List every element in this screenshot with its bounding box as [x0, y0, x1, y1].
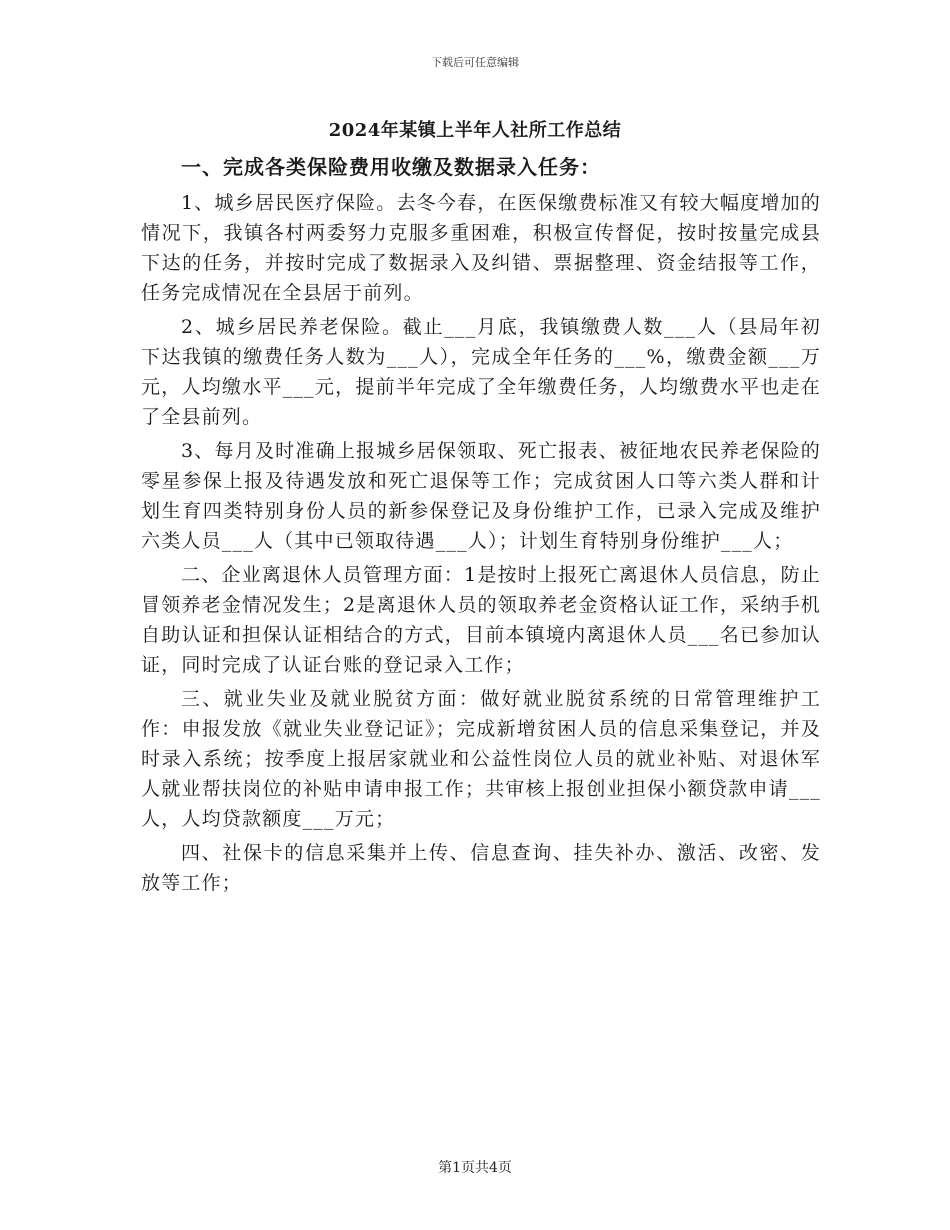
paragraph-pension-insurance: 2、城乡居民养老保险。截止___月底，我镇缴费人数___人（县局年初下达我镇的缴费任务人数为___人），完成全年任务的___%，缴费金额___万元，人均缴水平___元，提前半年完成了全年缴费任务，人均缴费水平也走在了全县前列。 [141, 316, 821, 428]
paragraph-medical-insurance: 1、城乡居民医疗保险。去冬今春，在医保缴费标准又有较大幅度增加的情况下，我镇各村两委努力克服多重困难，积极宣传督促，按时按量完成县下达的任务，并按时完成了数据录入及纠错、票据整理、资金结报等工作，任务完成情况在全县居于前列。 [141, 192, 821, 304]
document-title: 2024年某镇上半年人社所工作总结 [328, 120, 622, 141]
paragraph-retiree-management: 二、企业离退休人员管理方面：1是按时上报死亡离退休人员信息，防止冒领养老金情况发生；2是离退休人员的领取养老金资格认证工作，采纳手机自助认证和担保认证相结合的方式，目前本镇境内离退休人员___名已参加认证，同时完成了认证台账的登记录入工作； [141, 564, 821, 676]
page-indicator: 第1页共4页 [438, 1160, 512, 1176]
section-heading: 一、完成各类保险费用收缴及数据录入任务： [181, 155, 601, 179]
header-note: 下载后可任意编辑 [431, 56, 519, 69]
paragraph-social-security-card: 四、社保卡的信息采集并上传、信息查询、挂失补办、激活、改密、发放等工作； [141, 842, 821, 894]
document-body [141, 150, 821, 898]
paragraph-monthly-reports: 3、每月及时准确上报城乡居保领取、死亡报表、被征地农民养老保险的零星参保上报及待遇发放和死亡退保等工作；完成贫困人口等六类人群和计划生育四类特别身份人员的新参保登记及身份维护工作，已录入完成及维护六类人员___人（其中已领取待遇___人）；计划生育特别身份维护___人； [141, 440, 821, 552]
paragraph-employment: 三、就业失业及就业脱贫方面：做好就业脱贫系统的日常管理维护工作：申报发放《就业失业登记证》；完成新增贫困人员的信息采集登记，并及时录入系统；按季度上报居家就业和公益性岗位人员的就业补贴、对退休军人就业帮扶岗位的补贴申请申报工作；共审核上报创业担保小额贷款申请___人，人均贷款额度___万元； [141, 688, 821, 830]
